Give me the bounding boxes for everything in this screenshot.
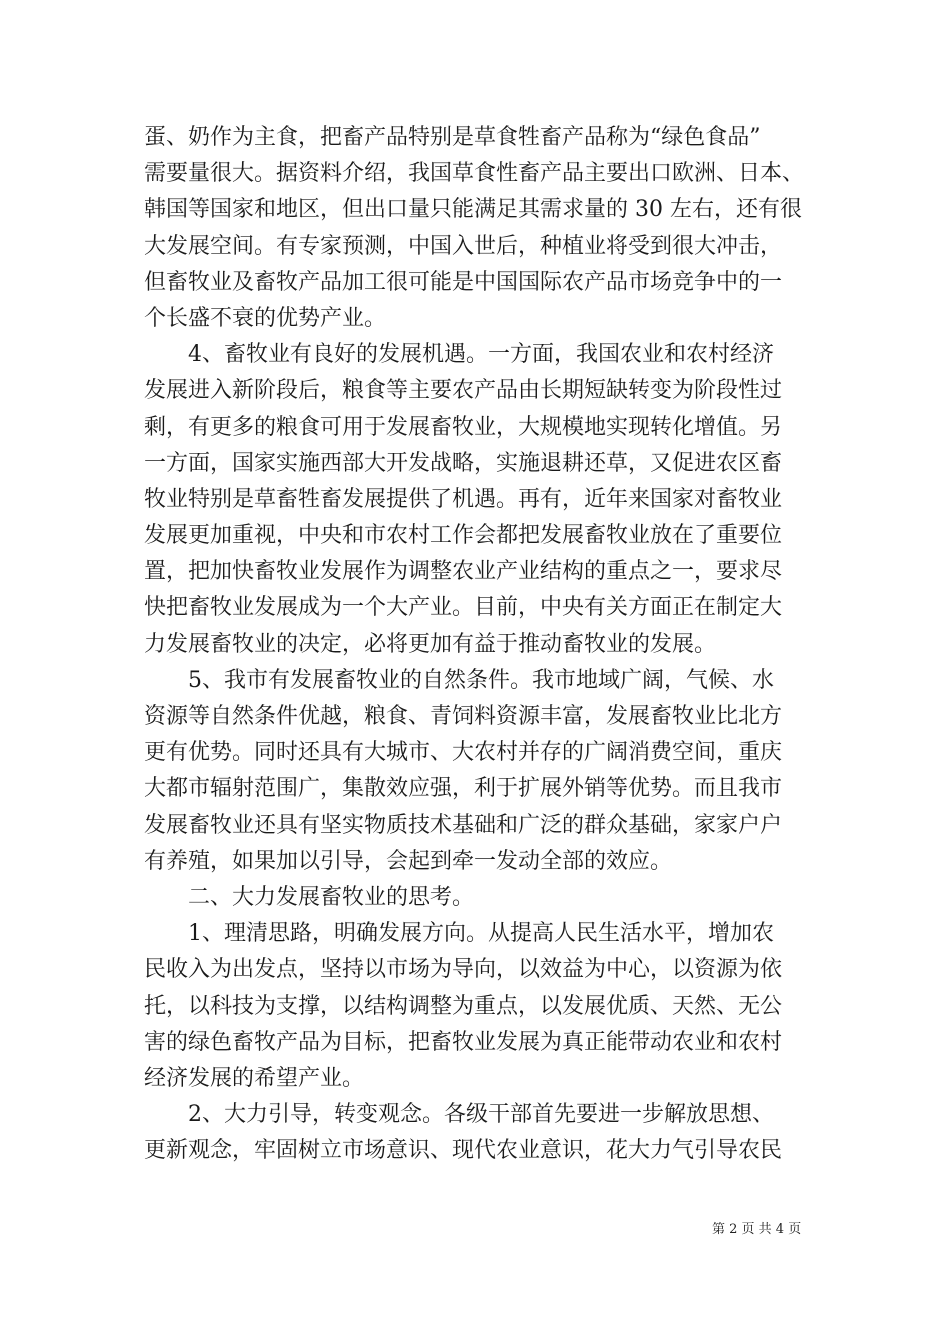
paragraph-4-start: 4、畜牧业有良好的发展机遇。一方面，我国农业和农村经济 [188, 342, 774, 368]
paragraph-1-start: 1、理清思路，明确发展方向。从提高人民生活水平，增加农 [188, 921, 774, 947]
text-line: 大发展空间。有专家预测，中国入世后，种植业将受到很大冲击， [144, 233, 783, 259]
page-number: 第 2 页 共 4 页 [712, 1222, 802, 1237]
text-line: 经济发展的希望产业。 [144, 1065, 365, 1091]
body-text [144, 120, 804, 1169]
text-line: 剩，有更多的粮食可用于发展畜牧业，大规模地实现转化增值。另 [144, 414, 783, 440]
text-line: 韩国等国家和地区，但出口量只能满足其需求量的 30 左右，还有很 [144, 197, 802, 223]
text-line: 更有优势。同时还具有大城市、大农村并存的广阔消费空间，重庆 [144, 740, 783, 766]
text-line: 快把畜牧业发展成为一个大产业。目前，中央有关方面正在制定大 [144, 595, 783, 621]
text-line: 更新观念，牢固树立市场意识、现代农业意识，花大力气引导农民 [144, 1138, 783, 1164]
text-line: 托，以科技为支撑，以结构调整为重点，以发展优质、天然、无公 [144, 993, 783, 1019]
text-line: 牧业特别是草畜牲畜发展提供了机遇。再有，近年来国家对畜牧业 [144, 486, 783, 512]
text-line: 蛋、奶作为主食，把畜产品特别是草食牲畜产品称为“绿色食品” [144, 125, 761, 150]
text-line: 个长盛不衰的优势产业。 [144, 305, 387, 331]
section-heading: 二、大力发展畜牧业的思考。 [188, 884, 475, 910]
text-line: 发展更加重视，中央和市农村工作会都把发展畜牧业放在了重要位 [144, 523, 783, 549]
text-line: 资源等自然条件优越，粮食、青饲料资源丰富，发展畜牧业比北方 [144, 704, 783, 729]
paragraph-5-start: 5、我市有发展畜牧业的自然条件。我市地域广阔，气候、水 [188, 667, 774, 693]
text-line: 力发展畜牧业的决定，必将更加有益于推动畜牧业的发展。 [144, 631, 717, 657]
text-line: 发展畜牧业还具有坚实物质技术基础和广泛的群众基础，家家户户 [144, 812, 783, 838]
text-line: 发展进入新阶段后，粮食等主要农产品由长期短缺转变为阶段性过 [144, 378, 783, 404]
text-line: 但畜牧业及畜牧产品加工很可能是中国国际农产品市场竞争中的一 [144, 269, 783, 295]
text-line: 大都市辐射范围广，集散效应强，利于扩展外销等优势。而且我市 [144, 776, 783, 802]
text-line: 需要量很大。据资料介绍，我国草食性畜产品主要出口欧洲、日本、 [144, 161, 805, 187]
text-line: 民收入为出发点，坚持以市场为导向，以效益为中心，以资源为依 [144, 957, 783, 983]
text-line: 有养殖，如果加以引导，会起到牵一发动全部的效应。 [144, 848, 673, 874]
text-line: 置，把加快畜牧业发展作为调整农业产业结构的重点之一，要求尽 [144, 559, 783, 585]
text-line: 害的绿色畜牧产品为目标，把畜牧业发展为真正能带动农业和农村 [144, 1029, 783, 1055]
paragraph-2-start: 2、大力引导，转变观念。各级干部首先要进一步解放思想、 [188, 1102, 774, 1128]
text-line: 一方面，国家实施西部大开发战略，实施退耕还草，又促进农区畜 [144, 450, 783, 476]
